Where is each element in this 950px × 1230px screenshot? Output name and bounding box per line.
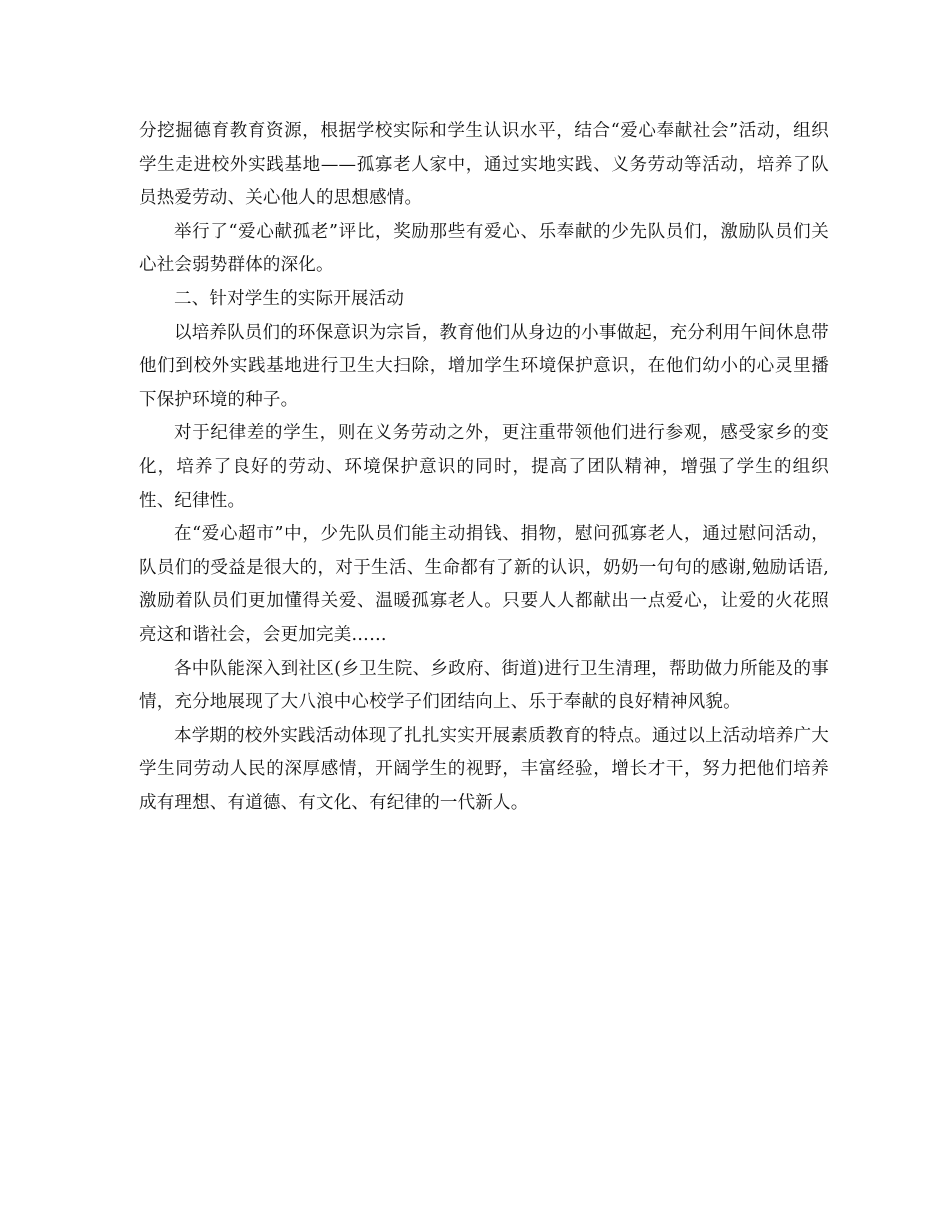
document-body: [139, 115, 829, 820]
paragraph-continuation: 分挖掘德育教育资源，根据学校实际和学生认识水平，结合“爱心奉献社会”活动，组织学生走进校外实践基地——孤寡老人家中，通过实地实践、义务劳动等活动，培养了队员热爱劳动、关心他人的思想感情。: [139, 121, 829, 209]
paragraph-discipline: 对于纪律差的学生，则在义务劳动之外，更注重带领他们进行参观，感受家乡的变化，培养了良好的劳动、环境保护意识的同时，提高了团队精神，增强了学生的组织性、纪律性。: [139, 423, 829, 511]
paragraph-award: 举行了“爱心献孤老”评比，奖励那些有爱心、乐奉献的少先队员们，激励队员们关心社会弱势群体的深化。: [139, 221, 829, 276]
section-heading: 二、针对学生的实际开展活动: [174, 288, 405, 309]
paragraph-community: 各中队能深入到社区(乡卫生院、乡政府、街道)进行卫生清理，帮助做力所能及的事情，充分地展现了大八浪中心校学子们团结向上、乐于奉献的良好精神风貌。: [139, 658, 829, 713]
paragraph-environment: 以培养队员们的环保意识为宗旨，教育他们从身边的小事做起，充分利用午间休息带他们到校外实践基地进行卫生大扫除，增加学生环境保护意识，在他们幼小的心灵里播下保护环境的种子。: [139, 322, 829, 410]
paragraph-summary: 本学期的校外实践活动体现了扎扎实实开展素质教育的特点。通过以上活动培养广大学生同劳动人民的深厚感情，开阔学生的视野，丰富经验，增长才干，努力把他们培养成有理想、有道德、有文化、有纪律的一代新人。: [139, 725, 829, 813]
paragraph-love-supermarket: 在“爱心超市”中，少先队员们能主动捐钱、捐物，慰问孤寡老人，通过慰问活动，队员们的受益是很大的，对于生活、生命都有了新的认识，奶奶一句句的感谢,勉励话语, 激励着队员们更加懂得关爱、温暖孤寡老人。只要人人都献出一点爱心，让爱的火花照亮这和谐社会，会更加完美……: [139, 524, 829, 645]
